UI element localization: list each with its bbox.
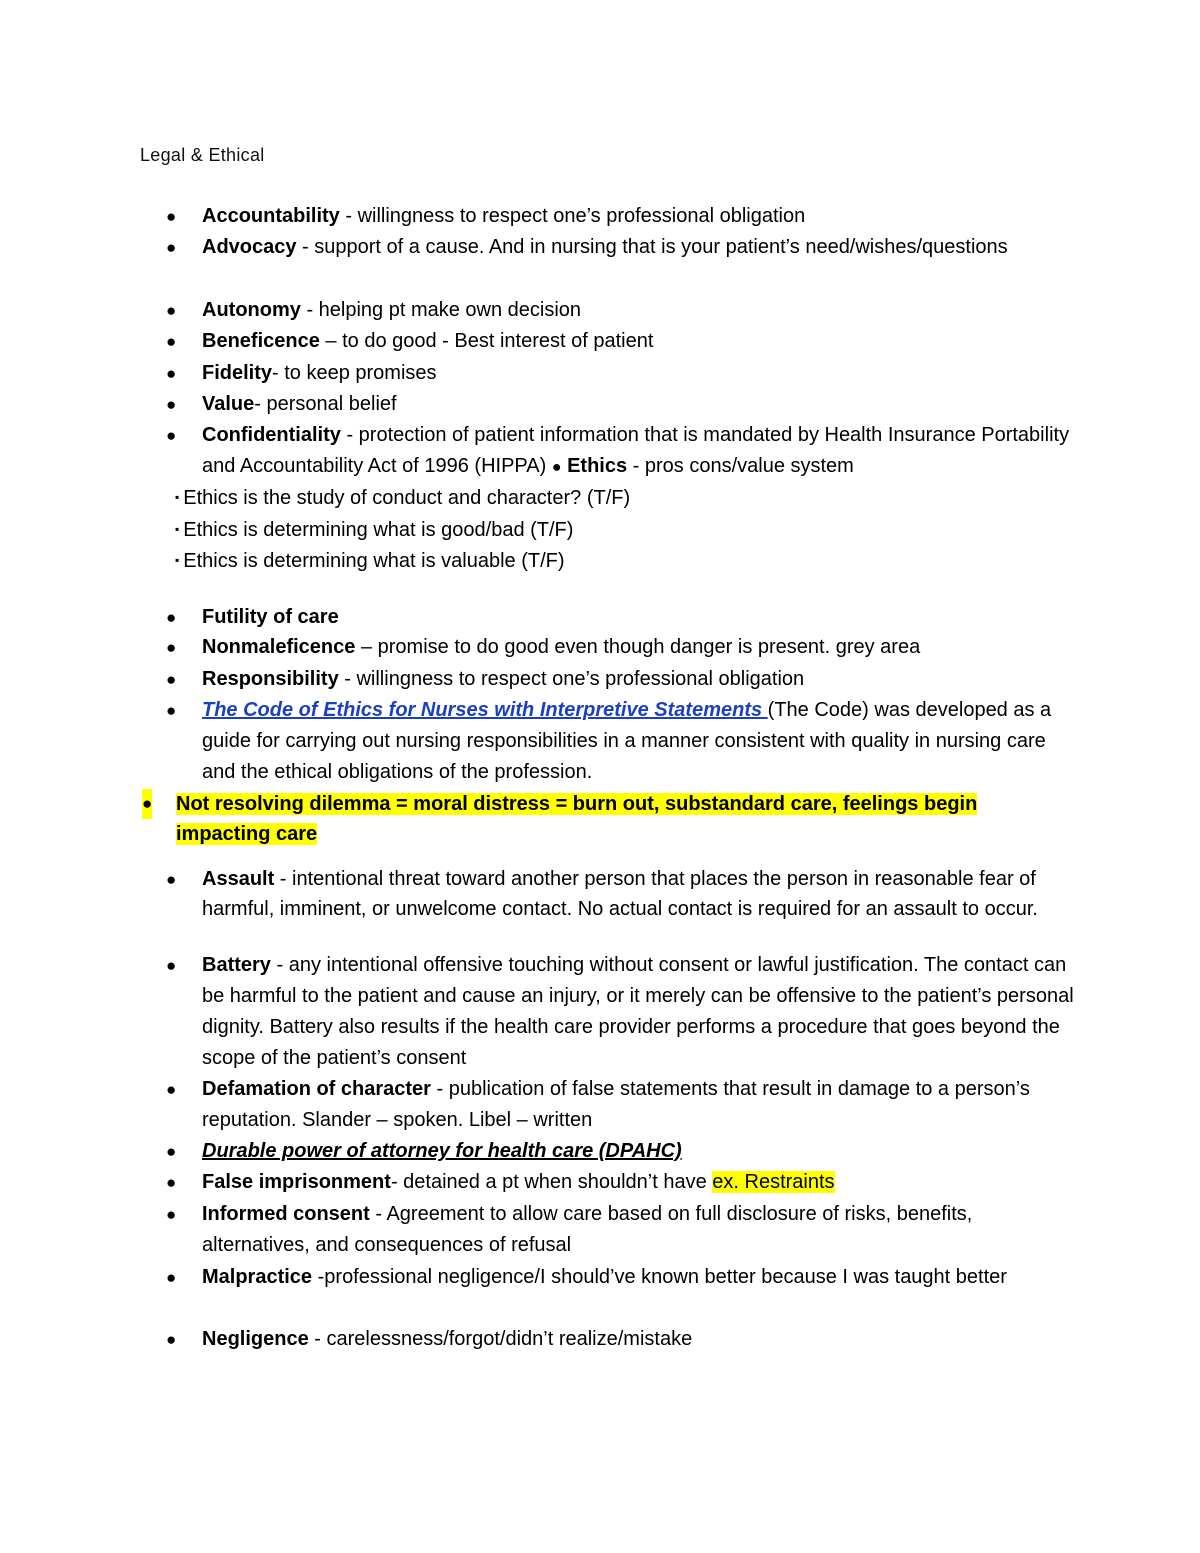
list-item-nonmaleficence [166,632,1082,663]
definition: - helping pt make own decision [300,299,582,321]
list-item-responsibility [166,664,1082,695]
bullet-icon: ● [166,238,177,257]
term: Autonomy [202,299,301,321]
bullet-icon: ● [166,426,177,445]
highlight-line-1: Not resolving dilemma = moral distress = burn out, substandard care, feelings begin [176,793,978,815]
bullet-icon: ● [166,701,177,720]
definition: - any intentional offensive touching without consent or lawful justification. The contact can be harmful to the patient and cause an injury, or it merely can be offensive to the patient’s personal dignity. Battery also results if the health care provider performs a procedure that goes beyond the scope of the patient’s consent [202,954,1074,1069]
list-item-accountability [166,201,1082,232]
list-item-beneficence [166,326,1082,357]
bullet-icon: ● [166,395,177,414]
bullet-icon: ● [142,789,152,819]
highlight-restraints: ex. Restraints [712,1171,835,1193]
inline-bullet-icon: ● [551,459,562,476]
definition: - intentional threat toward another person that places the person in reasonable fear of harmful, imminent, or unwelcome contact. No actual contact is required for an assault to occur. [202,868,1038,920]
definition: - personal belief [254,393,397,415]
term: False imprisonment [202,1171,391,1193]
bullet-icon: ● [166,332,177,351]
list-item-dpahc [166,1136,1082,1167]
list-item-malpractice [166,1262,1082,1293]
bullet-icon: ● [166,670,177,689]
square-bullet-icon: ▪ [175,553,180,567]
definition: - detained a pt when shouldn’t have [390,1171,713,1193]
list-item-confidentiality [166,420,1082,483]
ethics-question [175,545,975,577]
bullet-icon: ● [166,301,177,320]
highlight-line-2: impacting care [176,823,318,845]
ethics-question [175,482,975,514]
definition: - to keep promises [272,362,437,384]
definition: -professional negligence/I should’ve known better because I was taught better [312,1266,1007,1288]
dpahc-term: Durable power of attorney for health care (DPAHC) [202,1140,682,1162]
term: Nonmaleficence [202,636,356,658]
term-ethics: Ethics [567,455,628,477]
definition: - Agreement to allow care based on full disclosure of risks, benefits, alternatives, and consequences of refusal [202,1203,973,1256]
definition-ethics: - pros cons/value system [627,455,854,477]
definition: - publication of false statements that result in damage to a person’s reputation. Slander – spoken. Libel – written [202,1078,1030,1131]
bullet-icon: ● [166,1142,177,1161]
bullet-icon: ● [166,364,177,383]
list-item-assault [166,864,1082,924]
square-bullet-icon: ▪ [175,522,180,536]
definition: - support of a cause. And in nursing that is your patient’s need/wishes/questions [296,236,1008,258]
definition: – promise to do good even though danger is present. grey area [355,636,921,658]
bullet-icon: ● [166,638,177,657]
bullet-icon: ● [166,1173,177,1192]
term: Value [202,393,255,415]
question-text: Ethics is determining what is valuable (T/F) [183,550,565,572]
list-item-value [166,389,1082,420]
list-item-defamation [166,1074,1082,1136]
bullet-icon: ● [166,956,177,975]
highlighted-item-moral-distress [142,789,1006,849]
question-text: Ethics is determining what is good/bad (T/F) [183,519,574,541]
list-item-futility [166,602,1082,633]
ethics-question [175,514,975,546]
definition: - carelessness/forgot/didn’t realize/mistake [308,1328,693,1350]
term: Defamation of character [202,1078,431,1100]
term: Futility of care [202,606,339,628]
bullet-icon: ● [166,1268,177,1287]
bullet-icon: ● [166,608,177,627]
list-item-advocacy [166,232,1082,263]
definition: - protection of patient information that is mandated by Health Insurance Portability and Accountability Act of 1996 (HIPPA) [202,424,1070,477]
bullet-icon: ● [166,1080,177,1099]
list-item-fidelity [166,358,1082,389]
list-item-negligence [166,1324,1082,1355]
square-bullet-icon: ▪ [175,490,180,504]
bullet-icon: ● [166,207,177,226]
term: Beneficence [202,330,320,352]
definition: - willingness to respect one’s professional obligation [339,205,806,227]
definition: – to do good - Best interest of patient [319,330,654,352]
list-item-informed-consent [166,1199,1082,1261]
question-text: Ethics is the study of conduct and character? (T/F) [183,487,631,509]
term: Battery [202,954,271,976]
list-item-autonomy [166,295,1082,326]
term: Assault [202,868,275,890]
bullet-icon: ● [166,1330,177,1349]
term: Negligence [202,1328,309,1350]
list-item-battery [166,950,1082,1074]
bullet-icon: ● [166,870,177,889]
term: Malpractice [202,1266,313,1288]
term: Responsibility [202,668,339,690]
code-of-ethics-link[interactable]: The Code of Ethics for Nurses with Interpretive Statements [202,699,768,721]
bullet-icon: ● [166,1205,177,1224]
term: Fidelity [202,362,273,384]
definition: - willingness to respect one’s professional obligation [338,668,805,690]
definition: (The Code) was developed as a guide for carrying out nursing responsibilities in a manner consistent with quality in nursing care and the ethical obligations of the profession. [202,699,1052,783]
term: Informed consent [202,1203,370,1225]
page-title: Legal & Ethical [140,145,265,165]
term: Advocacy [202,236,297,258]
term: Confidentiality [202,424,341,446]
list-item-false-imprisonment [166,1167,1082,1198]
list-item-code-of-ethics [166,695,1082,788]
term: Accountability [202,205,340,227]
